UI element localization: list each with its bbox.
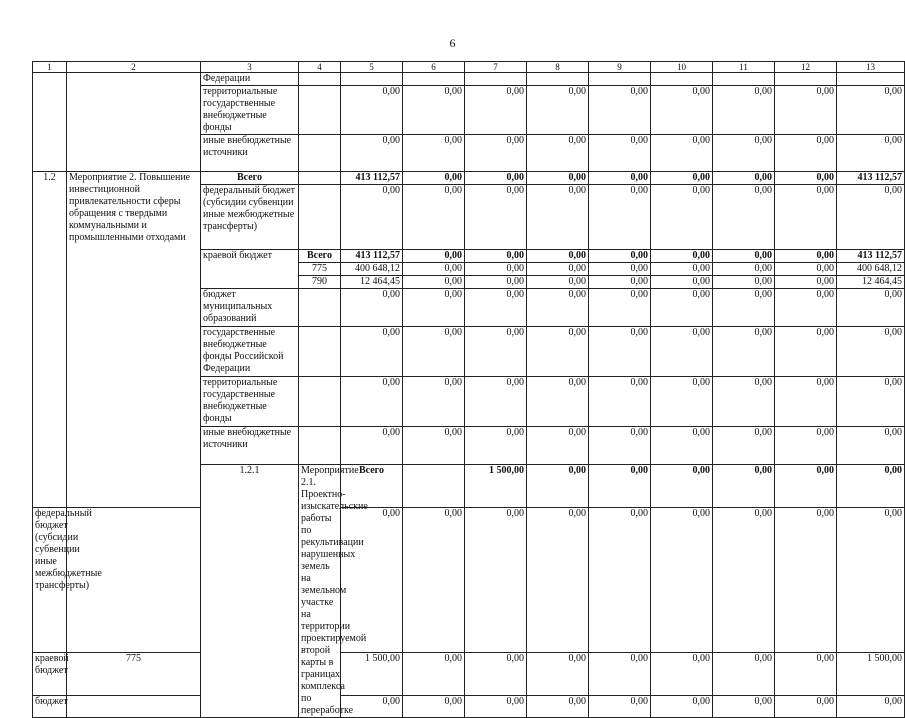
value-cell: 0,00 — [527, 276, 589, 289]
value-cell: 413 112,57 — [341, 250, 403, 263]
table-row — [33, 172, 905, 185]
value-cell: 1 500,00 — [837, 653, 905, 696]
code-cell: 775 — [67, 653, 201, 696]
value-cell: 0,00 — [341, 695, 403, 717]
value-cell: 0,00 — [465, 263, 527, 276]
value-cell: 0,00 — [465, 377, 527, 427]
code-cell: 775 — [299, 263, 341, 276]
value-cell: 0,00 — [775, 327, 837, 377]
value-cell: 0,00 — [589, 695, 651, 717]
value-cell: 0,00 — [527, 263, 589, 276]
value-cell: 0,00 — [837, 427, 905, 465]
value-cell: 0,00 — [651, 653, 713, 696]
table-row — [33, 73, 905, 86]
source-cell: краевой бюджет — [33, 653, 67, 696]
value-cell: 0,00 — [403, 276, 465, 289]
value-cell: 0,00 — [651, 86, 713, 135]
value-cell: 0,00 — [403, 653, 465, 696]
value-cell: 0,00 — [713, 327, 775, 377]
value-cell: 0,00 — [527, 289, 589, 327]
value-cell: 0,00 — [775, 250, 837, 263]
value-cell: 0,00 — [651, 507, 713, 652]
value-cell: 0,00 — [651, 289, 713, 327]
value-cell: 0,00 — [837, 289, 905, 327]
col-num: 5 — [341, 62, 403, 73]
col-num: 6 — [403, 62, 465, 73]
value-cell: 0,00 — [465, 185, 527, 250]
value-cell: 0,00 — [465, 172, 527, 185]
source-cell: территориальные государственные внебюджетные фонды — [201, 86, 299, 135]
value-cell: 0,00 — [465, 327, 527, 377]
value-cell: 0,00 — [713, 86, 775, 135]
row-number-cell: 1.2 — [33, 172, 67, 508]
value-cell: 0,00 — [527, 250, 589, 263]
value-cell: 0,00 — [403, 185, 465, 250]
value-cell: 0,00 — [713, 507, 775, 652]
event-name-cell — [67, 73, 201, 172]
value-cell: 0,00 — [775, 289, 837, 327]
value-cell: 0,00 — [589, 135, 651, 172]
col-num: 9 — [589, 62, 651, 73]
value-cell: 0,00 — [837, 135, 905, 172]
value-cell: 0,00 — [341, 289, 403, 327]
value-cell: 0,00 — [527, 377, 589, 427]
value-cell: 0,00 — [465, 135, 527, 172]
value-cell: 0,00 — [341, 135, 403, 172]
col-num: 4 — [299, 62, 341, 73]
col-num: 7 — [465, 62, 527, 73]
value-cell: 0,00 — [589, 172, 651, 185]
value-cell: 0,00 — [465, 86, 527, 135]
value-cell: 0,00 — [775, 695, 837, 717]
value-cell: 0,00 — [589, 327, 651, 377]
value-cell: 0,00 — [527, 327, 589, 377]
value-cell: 0,00 — [403, 172, 465, 185]
value-cell: 0,00 — [651, 172, 713, 185]
value-cell: 0,00 — [775, 172, 837, 185]
value-cell: 0,00 — [713, 427, 775, 465]
value-cell: 0,00 — [651, 465, 713, 508]
value-cell: 0,00 — [341, 185, 403, 250]
value-cell: 413 112,57 — [837, 250, 905, 263]
source-cell: бюджет — [33, 695, 67, 717]
value-cell: 0,00 — [775, 135, 837, 172]
value-cell: 0,00 — [713, 377, 775, 427]
value-cell: 0,00 — [465, 250, 527, 263]
value-cell: 0,00 — [589, 263, 651, 276]
value-cell: 0,00 — [465, 289, 527, 327]
source-cell: федеральный бюджет (субсидии субвенции иные межбюджетные трансферты) — [33, 507, 67, 652]
code-cell: 790 — [299, 276, 341, 289]
value-cell: 0,00 — [589, 377, 651, 427]
value-cell: 0,00 — [589, 276, 651, 289]
value-cell: 0,00 — [527, 185, 589, 250]
value-cell: 400 648,12 — [837, 263, 905, 276]
value-cell: 0,00 — [837, 327, 905, 377]
table-row — [33, 507, 905, 652]
value-cell: 0,00 — [713, 185, 775, 250]
value-cell: 0,00 — [651, 695, 713, 717]
value-cell: 0,00 — [775, 263, 837, 276]
value-cell: 0,00 — [341, 327, 403, 377]
value-cell: 0,00 — [837, 507, 905, 652]
value-cell: 0,00 — [527, 427, 589, 465]
value-cell: 1 500,00 — [465, 465, 527, 508]
value-cell: 0,00 — [589, 185, 651, 250]
col-num: 10 — [651, 62, 713, 73]
value-cell: 0,00 — [837, 465, 905, 508]
value-cell: 0,00 — [403, 250, 465, 263]
source-cell: бюджет муниципальных образований — [201, 289, 299, 327]
value-cell: 0,00 — [403, 135, 465, 172]
col-num: 12 — [775, 62, 837, 73]
table-row — [33, 695, 905, 717]
value-cell: 400 648,12 — [341, 263, 403, 276]
value-cell: 0,00 — [651, 377, 713, 427]
value-cell: 0,00 — [651, 327, 713, 377]
col-num: 13 — [837, 62, 905, 73]
value-cell: 0,00 — [465, 695, 527, 717]
value-cell: 0,00 — [465, 276, 527, 289]
value-cell: 0,00 — [775, 465, 837, 508]
row-number-cell: 1.2.1 — [201, 465, 299, 718]
value-cell: 12 464,45 — [341, 276, 403, 289]
value-cell: 0,00 — [775, 427, 837, 465]
value-cell: 0,00 — [775, 185, 837, 250]
event-name-cell: Мероприятие 2. Повышение инвестиционной привлекательности сферы обращения с твердыми коммунальными и промышленными отходами — [67, 172, 201, 508]
value-cell: 0,00 — [713, 465, 775, 508]
page-number: 6 — [449, 36, 456, 50]
source-cell: иные внебюджетные источники — [201, 135, 299, 172]
value-cell: 0,00 — [713, 276, 775, 289]
value-cell: 0,00 — [713, 263, 775, 276]
col-num: 1 — [33, 62, 67, 73]
value-cell: 0,00 — [589, 653, 651, 696]
code-cell: Всего — [299, 250, 341, 263]
event-name-cell: Мероприятие 2.1. Проектно-изыскательские работы по рекультивации нарушенных земель на земельном участке на территории проектируемой второй карты в границах комплекса по переработке — [299, 465, 341, 718]
source-cell: краевой бюджет — [201, 250, 299, 289]
value-cell: 0,00 — [651, 250, 713, 263]
value-cell: 0,00 — [837, 377, 905, 427]
value-cell: 0,00 — [589, 289, 651, 327]
value-cell: 0,00 — [341, 86, 403, 135]
value-cell: 0,00 — [775, 86, 837, 135]
value-cell: 0,00 — [589, 427, 651, 465]
value-cell: 0,00 — [589, 250, 651, 263]
col-num: 2 — [67, 62, 201, 73]
value-cell: 0,00 — [527, 172, 589, 185]
value-cell: 0,00 — [713, 695, 775, 717]
col-num: 8 — [527, 62, 589, 73]
value-cell: 413 112,57 — [341, 172, 403, 185]
value-cell: 0,00 — [589, 507, 651, 652]
value-cell: 0,00 — [589, 465, 651, 508]
value-cell: 0,00 — [589, 86, 651, 135]
value-cell: 0,00 — [527, 695, 589, 717]
value-cell: 0,00 — [713, 172, 775, 185]
value-cell: 0,00 — [527, 465, 589, 508]
value-cell: 0,00 — [465, 507, 527, 652]
value-cell: 0,00 — [403, 507, 465, 652]
column-number-row — [33, 62, 905, 73]
value-cell: 0,00 — [403, 289, 465, 327]
col-num: 3 — [201, 62, 299, 73]
value-cell: 1 500,00 — [341, 653, 403, 696]
budget-table — [32, 61, 905, 718]
value-cell: 0,00 — [775, 653, 837, 696]
value-cell: 0,00 — [713, 653, 775, 696]
value-cell: 0,00 — [713, 135, 775, 172]
value-cell: 0,00 — [341, 427, 403, 465]
table-row — [33, 653, 905, 696]
value-cell: 0,00 — [651, 427, 713, 465]
source-cell: Всего — [341, 465, 403, 508]
value-cell: 0,00 — [403, 427, 465, 465]
value-cell: 0,00 — [527, 135, 589, 172]
value-cell: 0,00 — [775, 507, 837, 652]
source-cell: территориальные государственные внебюджетные фонды — [201, 377, 299, 427]
source-cell: иные внебюджетные источники — [201, 427, 299, 465]
value-cell: 0,00 — [527, 507, 589, 652]
source-cell: Федерации — [201, 73, 299, 86]
value-cell: 0,00 — [837, 185, 905, 250]
value-cell: 0,00 — [651, 135, 713, 172]
value-cell: 0,00 — [775, 377, 837, 427]
value-cell: 413 112,57 — [837, 172, 905, 185]
value-cell: 0,00 — [837, 695, 905, 717]
value-cell: 0,00 — [775, 276, 837, 289]
source-cell: Всего — [201, 172, 299, 185]
value-cell: 0,00 — [403, 327, 465, 377]
row-number-cell — [33, 73, 67, 172]
value-cell: 12 464,45 — [837, 276, 905, 289]
value-cell: 0,00 — [713, 250, 775, 263]
value-cell: 0,00 — [465, 427, 527, 465]
value-cell: 0,00 — [527, 653, 589, 696]
col-num: 11 — [713, 62, 775, 73]
value-cell: 0,00 — [651, 276, 713, 289]
value-cell: 0,00 — [651, 185, 713, 250]
value-cell: 0,00 — [651, 263, 713, 276]
value-cell: 0,00 — [403, 263, 465, 276]
value-cell: 0,00 — [403, 86, 465, 135]
source-cell: федеральный бюджет (субсидии субвенции иные межбюджетные трансферты) — [201, 185, 299, 250]
value-cell: 0,00 — [527, 86, 589, 135]
value-cell: 0,00 — [465, 653, 527, 696]
value-cell: 0,00 — [713, 289, 775, 327]
source-cell: государственные внебюджетные фонды Российской Федерации — [201, 327, 299, 377]
value-cell: 0,00 — [403, 377, 465, 427]
value-cell: 0,00 — [341, 507, 403, 652]
value-cell: 0,00 — [837, 86, 905, 135]
value-cell: 0,00 — [341, 377, 403, 427]
value-cell: 0,00 — [403, 695, 465, 717]
